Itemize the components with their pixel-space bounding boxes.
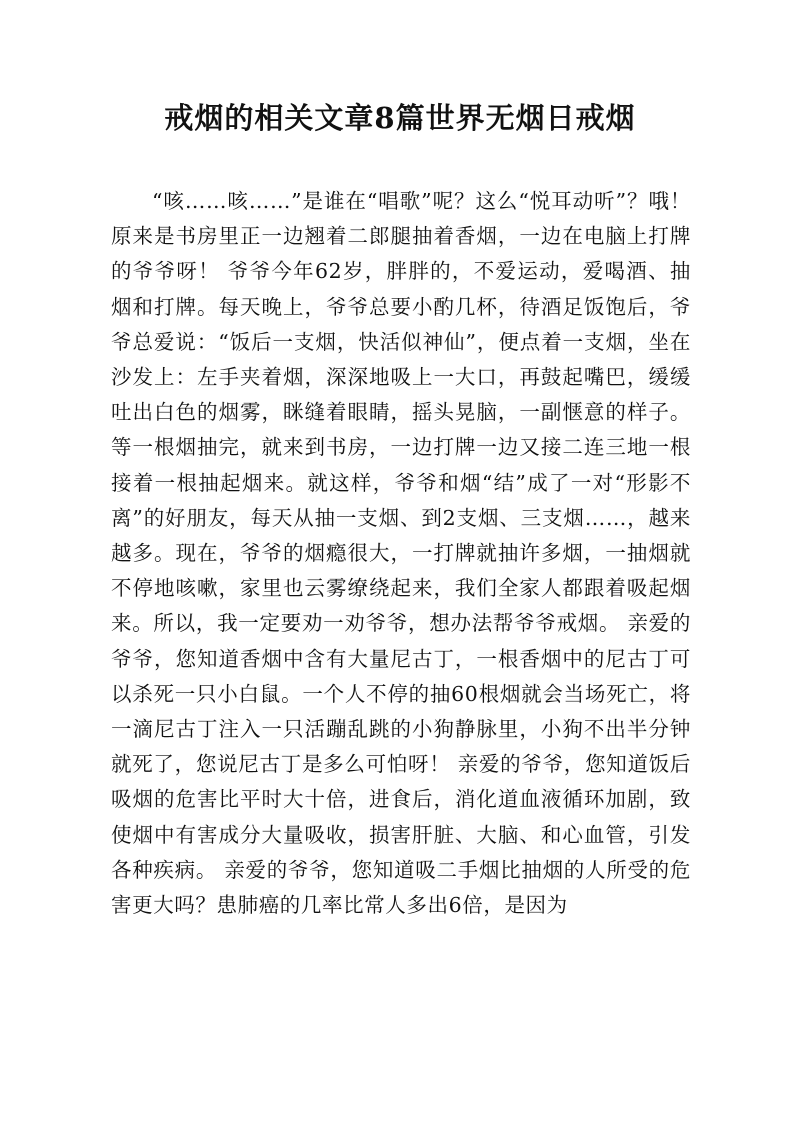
document-title: 戒烟的相关文章8篇世界无烟日戒烟 (164, 101, 636, 135)
document-body-paragraph: “咳……咳……”是谁在“唱歌”呢？这么“悦耳动听”？哦！原来是书房里正一边翘着二郎腿抽着香烟，一边在电脑上打牌的爷爷呀！ 爷爷今年62岁，胖胖的，不爱运动，爱喝酒、抽烟和打牌。每天晚上，爷爷总要小酌几杯，待酒足饭饱后，爷爷总爱说：“饭后一支烟，快活似神仙”，便点着一支烟，坐在沙发上：左手夹着烟，深深地吸上一大口，再鼓起嘴巴，缓缓吐出白色的烟雾，眯缝着眼睛，摇头晃脑，一副惬意的样子。等一根烟抽完，就来到书房，一边打牌一边又接二连三地一根接着一根抽起烟来。就这样，爷爷和烟“结”成了一对“形影不离”的好朋友，每天从抽一支烟、到2支烟、三支烟……，越来越多。现在，爷爷的烟瘾很大，一打牌就抽许多烟，一抽烟就不停地咳嗽，家里也云雾缭绕起来，我们全家人都跟着吸起烟来。所以，我一定要劝一劝爷爷，想办法帮爷爷戒烟。 亲爱的爷爷，您知道香烟中含有大量尼古丁，一根香烟中的尼古丁可以杀死一只小白鼠。一个人不停的抽60根烟就会当场死亡，将一滴尼古丁注入一只活蹦乱跳的小狗静脉里，小狗不出半分钟就死了，您说尼古丁是多么可怕呀！ 亲爱的爷爷，您知道饭后吸烟的危害比平时大十倍，进食后，消化道血液循环加剧，致使烟中有害成分大量吸收，损害肝脏、大脑、和心血管，引发各种疾病。 亲爱的爷爷，您知道吸二手烟比抽烟的人所受的危害更大吗？患肺癌的几率比常人多出6倍，是因为 (111, 189, 691, 918)
